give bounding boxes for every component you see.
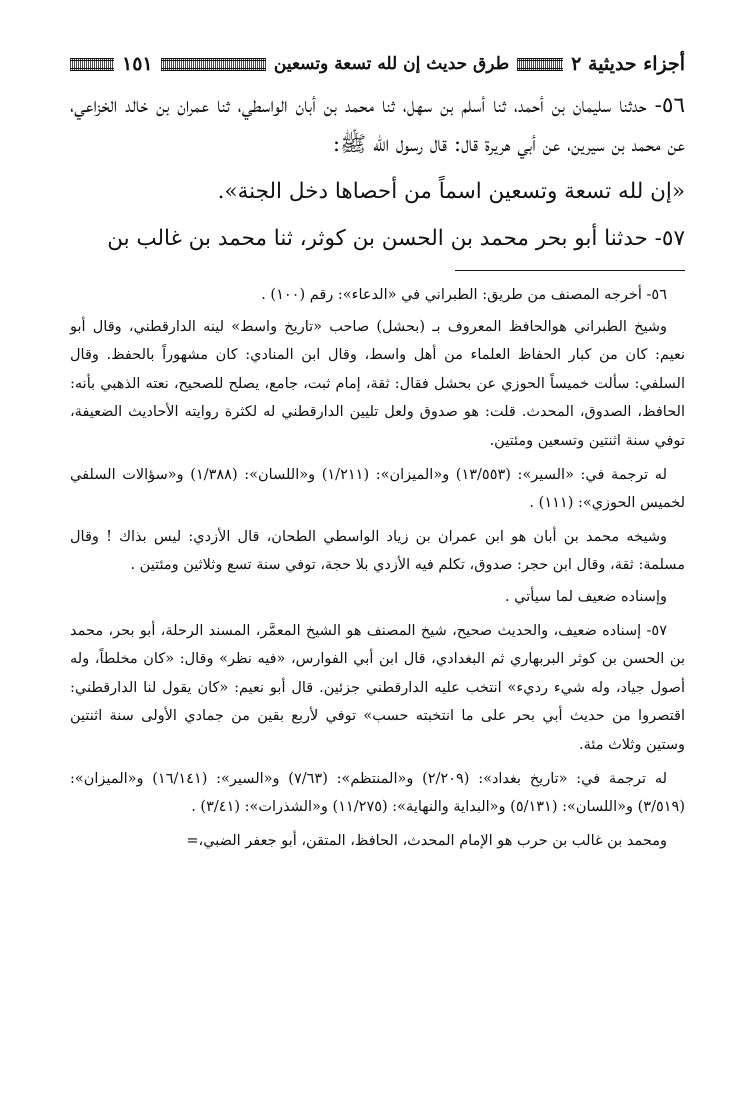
- footnotes: [70, 281, 685, 855]
- footnote-56-narrator: وشيخ الطبراني هوالحافظ المعروف بـ (بحشل) صاحب «تاريخ واسط» لينه الدارقطني، وقال أبو نعيم: كان من كبار الحفاظ العلماء من أهل واسط، وقال ابن المنادي: كان مشهوراً بالحفظ. وقال السلفي: سألت خميساً الحوزي عن بحشل فقال: ثقة، إمام ثبت، جامع، يصلح للصحيح، نعته الذهبي بأنه: الحافظ، الصدوق، المحدث. قلت: هو صدوق ولعل تليين الدارقطني له لكثرة روايته الأحاديث الضعيفة، توفي سنة اثنتين وتسعين ومئتين.: [70, 318, 685, 449]
- footnote-57-biography-refs: له ترجمة في: «تاريخ بغداد»: (٢/٢٠٩) و«المنتظم»: (٧/٦٣) و«السير»: (١٦/١٤١) و«الميزان»: (٣/٥١٩) و«اللسان»: (٥/١٣١) و«البداية والنهاية»: (١١/٢٧٥) و«الشذرات»: (٣/٤١) .: [70, 770, 685, 816]
- header-ornament-bar: [70, 58, 114, 71]
- header-ornament-bar: [517, 58, 563, 71]
- footnote-57-grading: ٥٧- إسناده ضعيف، والحديث صحيح، شيخ المصنف هو الشيخ المعمَّر، المسند الرحلة، أبو بحر، محمد بن الحسن بن كوثر البربهاري ثم البغدادي، قال ابن أبي الفوارس، «فيه نظر» وقال: «كان مخلطاً، وله أصول جياد، وله شيء رديء» انتخب عليه الدارقطني جزئين. قال أبو نعيم: «كان يقول لنا الدارقطني: اقتصروا من حديث أبي بحر على ما انتخبته حسب» توفي لأربع بقين من جمادي الأولى سنة اثنتين وستين وثلاث مئة.: [70, 622, 685, 753]
- hadith-57-isnad: ٥٧- حدثنا أبو بحر محمد بن الحسن بن كوثر، ثنا محمد بن غالب بن: [107, 226, 685, 251]
- page-number: ١٥١: [122, 53, 153, 75]
- footnote-56-source: ٥٦- أخرجه المصنف من طريق: الطبراني في «الدعاء»: رقم (١٠٠) .: [261, 287, 667, 303]
- footnote-56-second-narrator: وشيخه محمد بن أبان هو ابن عمران بن زياد الواسطي الطحان، قال الأزدي: ليس بذاك ! وقال مسلمة: ثقة، وقال ابن حجر: صدوق، تكلم فيه الأزدي بلا حجة، توفي سنة تسع وثلاثين ومئتين .: [70, 528, 685, 574]
- hadith-56-matn: «إن لله تسعة وتسعين اسماً من أحصاها دخل الجنة».: [217, 179, 685, 204]
- hadith-56-isnad: ٥٦- حدثنا سليمان بن أحمد، ثنا أسلم بن سهل، ثنا محمد بن أبان الواسطي، ثنا عمران بن خالد الخزاعي، عن محمد بن سيرين، عن أبي هريرة قال: قال رسول الله ﷺ:: [70, 93, 685, 157]
- page: [70, 48, 685, 858]
- running-header: [70, 48, 685, 80]
- main-text: [70, 86, 685, 258]
- footnote-divider: [455, 270, 685, 271]
- book-title: أجزاء حديثية ٢: [571, 53, 685, 75]
- header-ornament-bar: [161, 58, 266, 71]
- footnote-56-grading: وإسناده ضعيف لما سيأتي .: [504, 588, 667, 605]
- footnote-57-narrator: ومحمد بن غالب بن حرب هو الإمام المحدث، الحافظ، المتقن، أبو جعفر الضبي،=: [186, 832, 667, 849]
- chapter-title: طرق حديث إن لله تسعة وتسعين: [273, 54, 510, 74]
- footnote-56-biography-refs: له ترجمة في: «السير»: (١٣/٥٥٣) و«الميزان»: (١/٢١١) و«اللسان»: (١/٣٨٨) و«سؤالات السلفي لخميس الحوزي»: (١١١) .: [70, 466, 685, 512]
